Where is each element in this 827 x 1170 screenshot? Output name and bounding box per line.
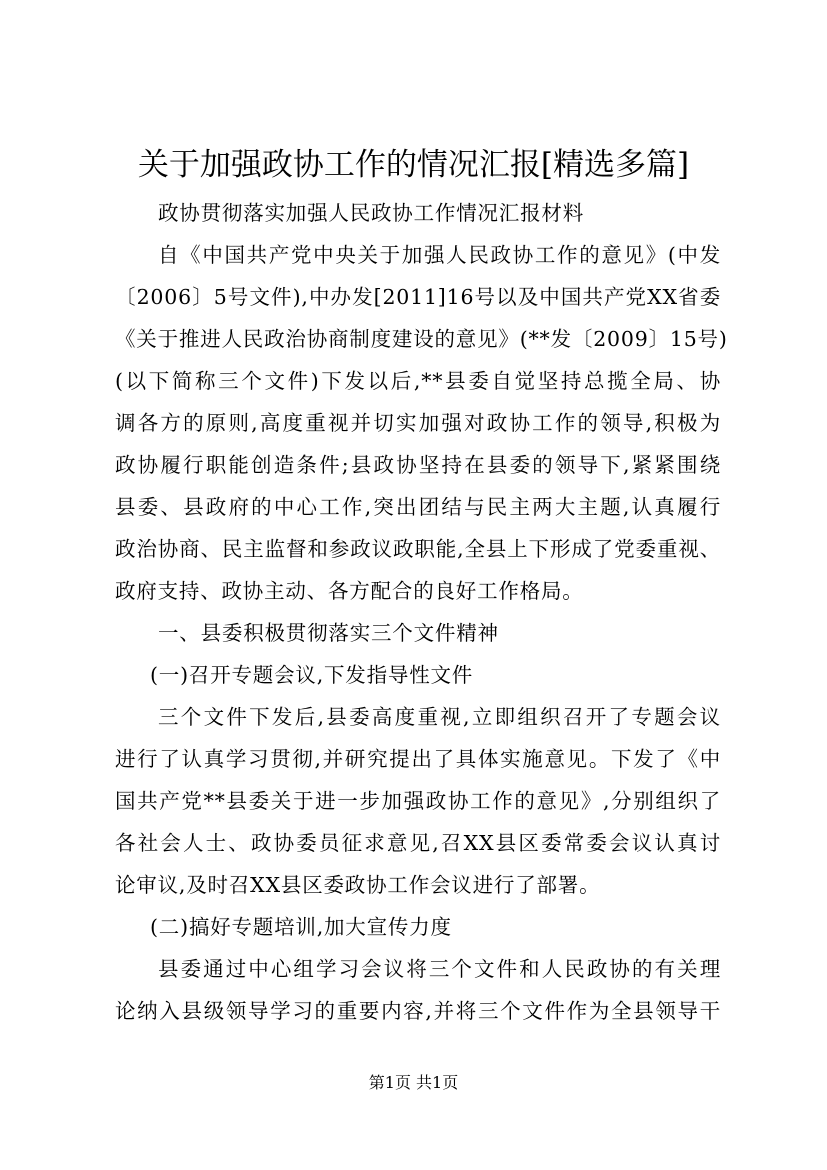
body-line: 调各方的原则,高度重视并切实加强对政协工作的领导,积极为	[115, 411, 721, 435]
section-heading: 政协贯彻落实加强人民政协工作情况汇报材料	[158, 201, 584, 225]
body-line: 各社会人士、政协委员征求意见,召XX县区委常委会议认真讨	[115, 831, 721, 855]
body-line: 三个文件下发后,县委高度重视,立即组织召开了专题会议	[158, 705, 721, 729]
subsection-heading: (一)召开专题会议,下发指导性文件	[150, 663, 474, 687]
body-line: 论审议,及时召XX县区委政协工作会议进行了部署。	[115, 873, 601, 897]
body-line: 政协履行职能创造条件;县政协坚持在县委的领导下,紧紧围绕	[115, 453, 721, 477]
body-line: 〔2006〕5号文件),中办发[2011]16号以及中国共产党XX省委	[115, 285, 721, 309]
body-line: 自《中国共产党中央关于加强人民政协工作的意见》(中发	[158, 243, 721, 267]
body-line: 进行了认真学习贯彻,并研究提出了具体实施意见。下发了《中	[115, 747, 721, 771]
body-line: (以下简称三个文件)下发以后,**县委自觉坚持总揽全局、协	[115, 369, 721, 393]
body-line: 论纳入县级领导学习的重要内容,并将三个文件作为全县领导干	[115, 999, 721, 1023]
body-line: 政治协商、民主监督和参政议政职能,全县上下形成了党委重视、	[115, 537, 721, 561]
document-title: 关于加强政协工作的情况汇报[精选多篇]	[137, 147, 690, 183]
body-line: 县委通过中心组学习会议将三个文件和人民政协的有关理	[158, 957, 721, 981]
body-line: 《关于推进人民政治协商制度建设的意见》(**发〔2009〕15号)	[115, 327, 728, 351]
body-line: 县委、县政府的中心工作,突出团结与民主两大主题,认真履行	[115, 495, 721, 519]
body-line: 政府支持、政协主动、各方配合的良好工作格局。	[115, 579, 584, 603]
subsection-heading: (二)搞好专题培训,加大宣传力度	[150, 915, 452, 939]
page-footer: 第1页 共1页	[368, 1073, 459, 1092]
body-line: 国共产党**县委关于进一步加强政协工作的意见》,分别组织了	[115, 789, 721, 813]
section-heading: 一、县委积极贯彻落实三个文件精神	[158, 621, 499, 645]
